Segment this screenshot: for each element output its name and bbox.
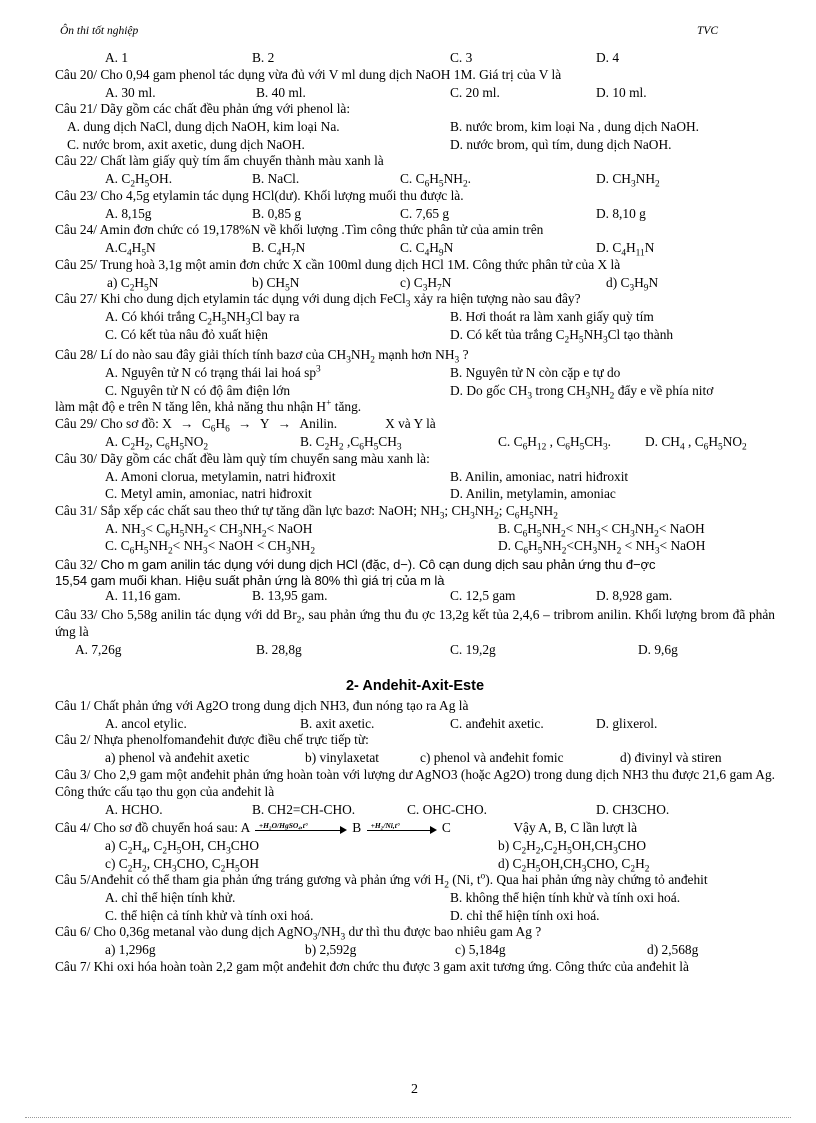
s2-question-7: Câu 7/ Khi oxi hóa hoàn toàn 2,2 gam một anđehit đơn chức thu được 3 gam axit tương ứng. Công thức của anđehit là [55,958,689,974]
option-c: C. 19,2g [450,642,496,658]
option-a: a) phenol và anđehit axetic [105,750,250,766]
option-d: D. glixerol. [596,715,658,731]
s2-question-2: Câu 2/ Nhựa phenolfomanđehit được điều chế trực tiếp từ: [55,732,369,748]
header-left: Ôn thi tốt nghiệp [60,25,139,37]
section-title: 2- Andehit-Axit-Este [345,677,485,694]
page-number: 2 [411,1082,418,1097]
q32-options [55,587,775,605]
s2-question-3: Câu 3/ Cho 2,9 gam một anđehit phản ứng hoàn toàn với lượng dư AgNO3 (hoặc Ag2O) trong dung dịch NH3 thu được 21,6 gam Ag. Công thức cấu tạo thu gọn của anđehit là [55,766,775,799]
question-33: Câu 33/ Cho 5,58g anilin tác dụng với dd $Br_2$, sau phản ứng thu đu ợc 13,2g kết tủa 2,4,6 – tribrom anilin. Khối lượng brom đã phản ứng là [55,607,775,640]
option-a: A. HCHO. [105,801,163,817]
q28-continuation: làm mật độ e trên N tăng lên, khả năng thu nhận H+ tăng. [55,398,362,415]
option-d: D. 4 [596,50,620,65]
option-b: B. $C_4H_7N$ [252,240,306,259]
option-b: b) $CH_5N$ [252,274,300,294]
question-20: Câu 20/ Cho 0,94 gam phenol tác dụng vừa đủ với V ml dung dịch NaOH 1M. Giá trị của V là [55,66,562,82]
option-b: B. 13,95 gam. [252,587,328,603]
q31-options-row2 [55,537,775,558]
option-c: C. Nguyên tử N có độ âm điện lớn [105,382,291,398]
option-b: B. 2 [252,50,275,65]
option-c: C. $C_6H_5NH_2$. [400,171,471,190]
option-c: C. 3 [450,50,473,65]
option-c: c) $C_2H_2$, $CH_3CHO$, $C_2H_5OH$ [105,855,260,875]
s2-q4-options-row1 [55,837,775,855]
footer-divider [25,1117,791,1118]
arrow-icon: → [277,416,292,432]
option-b: b) 2,592g [305,942,357,958]
option-d: D. $CH_3NH_2$ [596,171,660,190]
option-a: A. 8,15g [105,205,152,221]
option-a: A. Amoni clorua, metylamin, natri hiđroxit [105,468,336,484]
q27-options-row2 [55,326,775,344]
option-a: a) $C_2H_5N$ [107,274,159,294]
option-d: D. Anilin, metylamin, amoniac [450,486,616,502]
q19-options [55,49,775,67]
option-c: C. $C_4H_9N$ [400,240,454,259]
option-b: B. Anilin, amoniac, natri hiđroxit [450,468,629,484]
option-d: D. $CH_4$ , $C_6H_5NO_2$ [645,434,747,453]
option-b: B. $C_2H_2$ $,C_6H_5CH_3$ [300,434,402,453]
question-28: Câu 28/ Lí do nào sau đây giải thích tính bazơ của $CH_3NH_2$ mạnh hơn $NH_3$ ? [55,347,469,366]
q30-options-row1 [55,468,775,486]
option-d: d) $C_3H_9N$ [606,274,659,294]
s2-q6-options [55,941,775,959]
s2-q2-options [55,749,775,767]
option-d: D. Có kết tủa trắng $C_2H_5NH_3Cl$ tạo thành [450,326,674,346]
option-b: B. 28,8g [256,642,302,658]
q24-options [55,239,775,257]
option-a: A. $C_2H_2$, $C_6H_5NO_2$ [105,434,209,453]
arrow-icon: → [238,416,252,432]
option-a: A. 30 ml. [105,84,156,100]
question-27: Câu 27/ Khi cho dung dịch etylamin tác dụng với dung dịch FeCl$_3$ xảy ra hiện tượng nào sau đây? [55,291,581,310]
s2-q3-options [55,801,775,819]
arrow-icon: → [180,416,194,432]
question-21: Câu 21/ Dãy gồm các chất đều phản ứng với phenol là: [55,101,351,117]
option-d: D. chỉ thể hiện tính oxi hoá. [450,907,600,923]
s2-question-6: Câu 6/ Cho 0,36g metanal vào dung dịch $AgNO_3/NH_3$ dư thì thu được bao nhiêu gam Ag ? [55,924,542,944]
s2-question-4: Câu 4/ Cho sơ đồ chuyển hoá sau: A +H₂O/HgSO₄,t° B +H₂/Ni,t° C Vậy A, B, C lần lượt là [55,820,638,836]
option-b: B. CH2=CH-CHO. [252,801,356,817]
option-c: C. OHC-CHO. [407,801,487,817]
option-a: A. chỉ thể hiện tính khử. [105,890,236,906]
option-d: d) $C_2H_5OH,CH_3CHO$, $C_2H_2$ [498,855,650,875]
question-22: Câu 22/ Chất làm giấy quỳ tím ẩm chuyển thành màu xanh là [55,153,384,169]
option-b: B. 40 ml. [256,84,306,100]
option-b: B. Nguyên tử N còn cặp e tự do [450,365,621,381]
question-29: Câu 29/ Cho sơ đồ: $X \to C_6H_6 \to Y$ → Anilin. X và Y là [55,416,436,435]
option-d: D. CH3CHO. [596,801,670,817]
option-b: B. không thể hiện tính khử và tính oxi hoá. [450,890,681,906]
q22-options [55,170,775,188]
option-c: C. $C_6H_{12}$ , $C_6H_5CH_3$. [498,434,611,453]
option-d: D. $C_6H_5NH_2<CH_3NH_2 < NH_3<$ NaOH [498,538,706,558]
option-d: D. 10 ml. [596,84,647,100]
option-c: C. thể hiện cả tính khử và tính oxi hoá. [105,907,314,923]
option-d: D. $C_4H_{11}N$ [596,240,655,259]
option-c: C. 20 ml. [450,84,500,100]
option-b: B. 0,85 g [252,205,302,221]
option-b: B. $C_6H_5NH_2< NH_3< CH_3NH_2<$ NaOH [498,520,705,540]
option-c: c) $C_3H_7N$ [400,274,452,294]
option-b: B. axit axetic. [300,715,375,731]
s2-q5-options-row2 [55,907,775,925]
option-b: b) vinylaxetat [305,750,379,766]
q30-options-row2 [55,485,775,503]
question-31: Câu 31/ Sắp xếp các chất sau theo thứ tự tăng dần lực bazơ: NaOH; $NH_3$; $CH_3NH_2$; $C_6H_5NH_2$ [55,502,558,522]
option-b: B. NaCl. [252,171,300,187]
option-d: D. 8,10 g [596,205,646,221]
option-d: D. nước brom, quì tím, dung dịch NaOH. [450,136,672,152]
s2-q4-options-row2 [55,855,775,873]
option-c: C. Metyl amin, amoniac, natri hiđroxit [105,486,312,502]
option-b: B. nước brom, kim loại Na , dung dịch NaOH. [450,119,700,134]
option-d: D. 8,928 gam. [596,587,673,603]
question-24: Câu 24/ Amin đơn chức có 19,178%N về khối lượng .Tìm công thức phân tử của amin trên [55,222,544,238]
q21-options-row2 [55,136,775,154]
option-a: a) 1,296g [105,942,156,958]
q32-line2: 15,54 gam muối khan. Hiệu suất phản ứng là 80% thì giá trị của m là [55,572,445,588]
q23-options [55,205,775,223]
option-a: A. Nguyên tử N có trạng thái lai hoá $sp^3$ [105,364,321,381]
option-d: D. 9,6g [638,642,678,658]
page-content [55,49,775,976]
option-a: A. $NH_3< C_6H_5NH_2< CH_3NH_2<$ NaOH [105,520,313,540]
q27-options-row1 [55,308,775,326]
option-d: d) đivinyl và stiren [620,750,722,766]
q28-options-row1 [55,364,775,382]
q21-options-row1 [55,118,775,136]
option-c: C. 7,65 g [400,205,450,221]
s2-question-1: Câu 1/ Chất phản ứng với Ag2O trong dung dịch NH3, đun nóng tạo ra Ag là [55,697,469,713]
option-b: b) $C_2H_2,C_2H_5OH,CH_3CHO$ [498,838,647,857]
option-a: $A.C_4H_5N$ [105,240,156,259]
option-a: a) $C_2H_4$, $C_2H_5OH$, $CH_3CHO$ [105,838,260,857]
s2-q5-options-row1 [55,889,775,907]
q29-options [55,433,775,451]
q28-options-row2 [55,382,775,400]
s2-question-5: Câu 5/Anđehit có thể tham gia phản ứng tráng gương và phản ứng với $H_2$ (Ni, $t^o$). Qua hai phản ứng này chứng tỏ anđehit [55,871,708,892]
question-32: Câu 32/ Cho m gam anilin tác dụng với dung dịch HCl (đặc, d−). Cô cạn dung dịch sau phản ứng thu đ−ợc [55,556,656,572]
question-30: Câu 30/ Dãy gồm các chất đều làm quỳ tím chuyển sang màu xanh là: [55,450,430,466]
header-right: TVC [697,25,719,37]
option-c: c) phenol và anđehit fomic [420,750,564,766]
question-25: Câu 25/ Trung hoà 3,1g một amin đơn chức X cần 100ml dung dịch HCl 1M. Công thức phân tử của X là [55,256,621,272]
option-c: C. anđehit axetic. [450,715,544,731]
option-c: C. nước brom, axit axetic, dung dịch NaOH. [67,136,305,152]
option-d: D. Do gốc $CH_3$ trong $CH_3NH_2$ đẩy e về phía nitơ [450,382,714,402]
option-b: B. Hơi thoát ra làm xanh giấy quỳ tím [450,309,654,325]
s2-q1-options [55,715,775,733]
reaction-arrow-hydrogenation-icon: +H₂/Ni,t° [367,823,437,835]
option-a: A. dung dịch NaCl, dung dịch NaOH, kim loại Na. [67,119,340,134]
option-a: A. $C_2H_5OH$. [105,171,173,190]
option-c: C. 12,5 gam [450,587,516,603]
reaction-arrow-hydration-icon: +H₂O/HgSO₄,t° [255,823,347,835]
q33-options [55,641,775,659]
option-a: A. Có khói trắng $C_2H_5NH_3Cl$ bay ra [105,309,300,328]
option-a: A. 7,26g [75,642,122,658]
option-a: A. 1 [105,50,129,65]
option-a: A. 11,16 gam. [105,587,181,603]
q20-options [55,84,775,102]
q31-options-row1 [55,520,775,538]
q25-options [55,274,775,292]
option-c: C. $C_6H_5NH_2< NH_3<$ NaOH < $CH_3NH_2$ [105,538,315,558]
option-c: c) 5,184g [455,942,506,958]
option-c: C. Có kết tủa nâu đỏ xuất hiện [105,326,268,342]
option-a: A. ancol etylic. [105,715,187,731]
option-d: d) 2,568g [647,942,699,958]
question-23: Câu 23/ Cho 4,5g etylamin tác dụng HCl(dư). Khối lượng muối thu được là. [55,187,464,203]
